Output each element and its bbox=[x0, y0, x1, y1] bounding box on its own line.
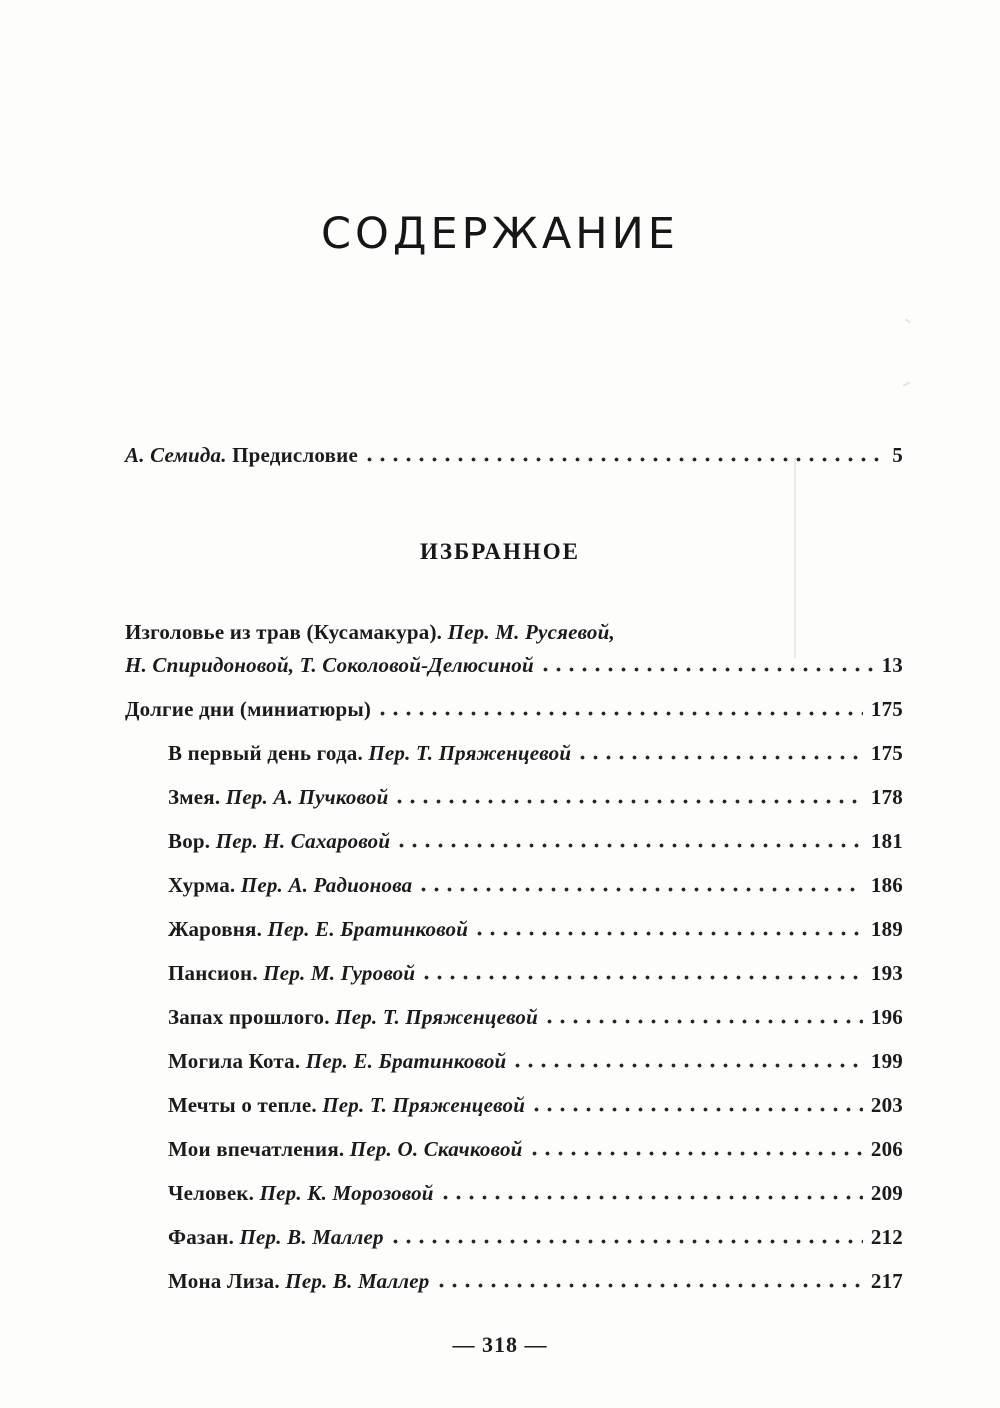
toc-dot-leader bbox=[543, 667, 874, 672]
toc-page-number: 175 bbox=[870, 697, 903, 721]
toc-entry-text: Хурма. Пер. А. Радионова bbox=[168, 873, 413, 897]
toc-dot-leader bbox=[443, 1195, 863, 1200]
toc-dot-leader bbox=[397, 799, 862, 804]
toc-page-number: 209 bbox=[870, 1181, 903, 1205]
scan-artifact bbox=[903, 382, 910, 387]
toc-entry-text: Запах прошлого. Пер. Т. Пряженцевой bbox=[168, 1005, 538, 1029]
toc-row bbox=[125, 1050, 903, 1073]
toc-dot-leader bbox=[439, 1283, 863, 1288]
toc-row bbox=[125, 742, 903, 765]
toc-dot-leader bbox=[547, 1019, 863, 1024]
toc-dot-leader bbox=[580, 755, 863, 760]
toc-entry-text: Пансион. Пер. М. Гуровой bbox=[168, 961, 416, 985]
toc-entry-text: Жаровня. Пер. Е. Братинковой bbox=[168, 917, 469, 941]
toc-row bbox=[125, 654, 903, 677]
toc-entry-text: Долгие дни (миниатюры) bbox=[125, 697, 372, 721]
toc-dot-leader bbox=[399, 843, 863, 848]
toc-row bbox=[125, 1226, 903, 1249]
page-title: СОДЕРЖАНИЕ bbox=[321, 209, 679, 259]
toc-entry-text: Вор. Пер. Н. Сахаровой bbox=[168, 829, 391, 853]
toc-page-number: 199 bbox=[870, 1049, 903, 1073]
toc-row bbox=[125, 1270, 903, 1293]
toc-dot-leader bbox=[393, 1239, 863, 1244]
toc-row bbox=[125, 621, 903, 644]
toc-dot-leader bbox=[424, 975, 863, 980]
toc-page-number: 5 bbox=[892, 443, 903, 467]
toc-page-number: 217 bbox=[870, 1269, 903, 1293]
toc-row bbox=[125, 786, 903, 809]
toc-entry-text: А. Семида. Предисловие bbox=[125, 443, 358, 467]
toc-entry-text: Изголовье из трав (Кусамакура). Пер. М. Русяевой, bbox=[125, 620, 615, 644]
toc-dot-leader bbox=[367, 457, 884, 462]
toc-row bbox=[125, 1182, 903, 1205]
toc-row bbox=[125, 918, 903, 941]
toc-entry-text: Человек. Пер. К. Морозовой bbox=[168, 1181, 434, 1205]
toc-row bbox=[125, 1138, 903, 1161]
toc-page-number: 189 bbox=[870, 917, 903, 941]
toc-entry-text: Мона Лиза. Пер. В. Маллер bbox=[168, 1269, 430, 1293]
section-heading: ИЗБРАННОЕ bbox=[420, 539, 580, 564]
toc-dot-leader bbox=[477, 931, 863, 936]
toc-dot-leader bbox=[515, 1063, 862, 1068]
toc-entry-text: В первый день года. Пер. Т. Пряженцевой bbox=[168, 741, 572, 765]
toc-entry-text: Мои впечатления. Пер. О. Скачковой bbox=[168, 1137, 523, 1161]
toc-dot-leader bbox=[380, 711, 863, 716]
toc-page-number: 203 bbox=[870, 1093, 903, 1117]
toc-page-number: 13 bbox=[881, 653, 903, 677]
toc-page-number: 175 bbox=[870, 741, 903, 765]
toc-dot-leader bbox=[534, 1107, 863, 1112]
toc-entry-text: Мечты о тепле. Пер. Т. Пряженцевой bbox=[168, 1093, 526, 1117]
toc-row bbox=[125, 444, 903, 467]
toc-row bbox=[125, 830, 903, 853]
toc-entries bbox=[125, 621, 903, 1293]
toc-page-number: 196 bbox=[870, 1005, 903, 1029]
toc-row bbox=[125, 874, 903, 897]
toc-row bbox=[125, 698, 903, 721]
toc-entry-text: Змея. Пер. А. Пучковой bbox=[168, 785, 389, 809]
preface-list bbox=[125, 444, 903, 467]
toc-row bbox=[125, 1094, 903, 1117]
toc-dot-leader bbox=[532, 1151, 863, 1156]
scan-artifact bbox=[905, 318, 911, 323]
toc-entry-text: Фазан. Пер. В. Маллер bbox=[168, 1225, 384, 1249]
toc-entry-text: Н. Спиридоновой, Т. Соколовой-Делюсиной bbox=[125, 653, 534, 677]
footer-page-number: — 318 — bbox=[452, 1332, 548, 1357]
toc-row bbox=[125, 962, 903, 985]
toc-entry-text: Могила Кота. Пер. Е. Братинковой bbox=[168, 1049, 507, 1073]
toc-page-number: 181 bbox=[870, 829, 903, 853]
toc-row bbox=[125, 1006, 903, 1029]
toc-page-number: 212 bbox=[870, 1225, 903, 1249]
toc-page-number: 193 bbox=[870, 961, 903, 985]
toc-page-number: 178 bbox=[870, 785, 903, 809]
toc-dot-leader bbox=[421, 887, 863, 892]
toc-page-number: 206 bbox=[870, 1137, 903, 1161]
toc-page-number: 186 bbox=[870, 873, 903, 897]
